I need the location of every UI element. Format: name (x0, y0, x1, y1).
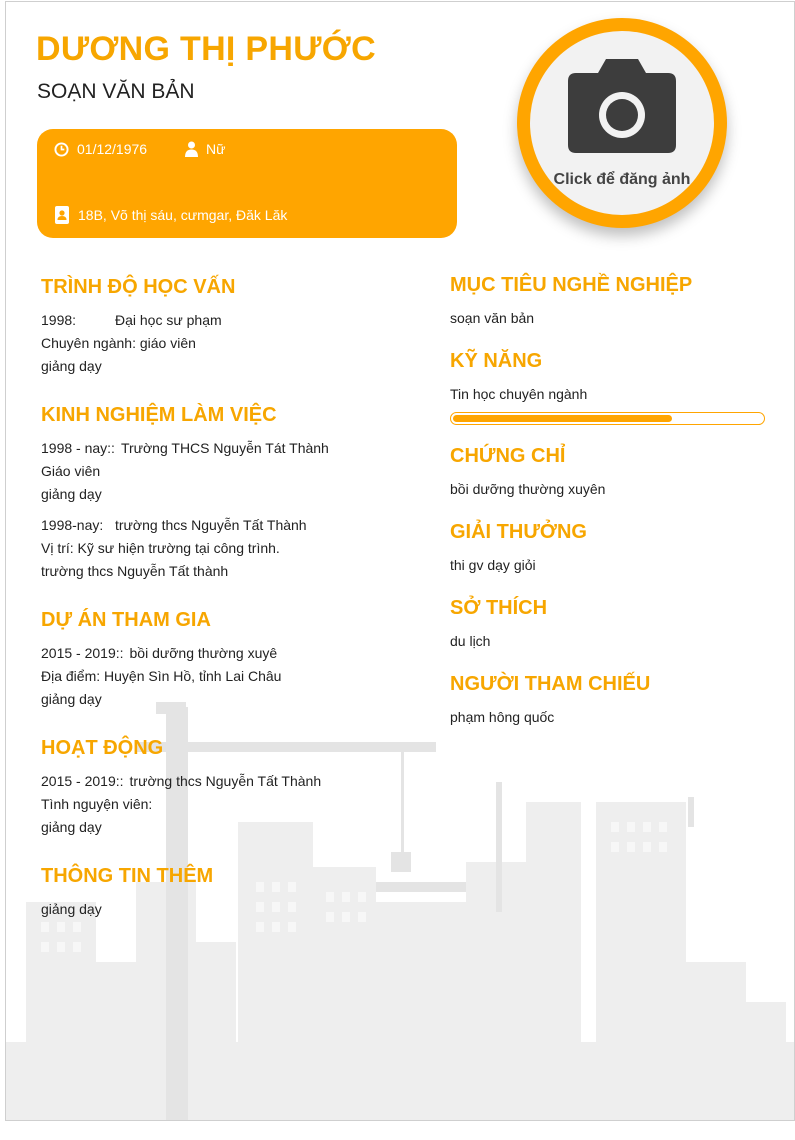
certificates-title: CHỨNG CHỈ (450, 445, 566, 467)
hobbies-text: du lịch (450, 633, 491, 649)
address-book-icon (54, 206, 70, 224)
address-value: 18B, Võ thị sáu, cưmgar, Đăk Lăk (78, 207, 288, 223)
left-column (41, 276, 421, 947)
experience-company: trường thcs Nguyễn Tất Thành (115, 517, 307, 533)
photo-upload-label: Click để đăng ảnh (553, 171, 691, 188)
skills-title: KỸ NĂNG (450, 350, 543, 372)
cv-page (5, 1, 795, 1121)
education-entry (41, 309, 421, 378)
project-entry (41, 642, 421, 711)
activities-section (41, 737, 421, 839)
additional-info-section (41, 865, 421, 921)
additional-info-text: giảng dạy (41, 901, 102, 917)
references-section (450, 673, 770, 729)
user-icon (185, 141, 198, 157)
references-title: NGƯỜI THAM CHIẾU (450, 673, 651, 695)
education-section (41, 276, 421, 378)
objective-text: soạn văn bản (450, 310, 535, 326)
additional-info-title: THÔNG TIN THÊM (41, 865, 214, 887)
activity-role: Tình nguyện viên: (41, 796, 153, 812)
hobbies-title: SỞ THÍCH (450, 597, 548, 619)
right-column (450, 274, 770, 749)
skill-level-fill (453, 415, 672, 422)
experience-title: KINH NGHIỆM LÀM VIỆC (41, 404, 277, 426)
activity-period: 2015 - 2019:: (41, 773, 124, 789)
education-description: giảng dạy (41, 358, 102, 374)
birthday-field (54, 141, 147, 157)
certificates-text: bồi dưỡng thường xuyên (450, 481, 606, 497)
experience-period: 1998 - nay:: (41, 440, 115, 456)
education-major: Chuyên ngành: giáo viên (41, 335, 196, 351)
experience-position: Giáo viên (41, 463, 101, 479)
candidate-name: DƯƠNG THỊ PHƯỚC (36, 30, 376, 68)
camera-icon (566, 57, 678, 155)
job-title: SOẠN VĂN BẢN (37, 80, 195, 103)
projects-section (41, 609, 421, 711)
activity-description: giảng dạy (41, 819, 102, 835)
skill-name: Tin học chuyên ngành (450, 386, 588, 402)
photo-upload-button[interactable] (530, 31, 714, 215)
contact-info-box (37, 129, 457, 238)
project-name: bồi dưỡng thường xuyê (129, 645, 278, 661)
photo-frame (517, 18, 727, 228)
certificates-section (450, 445, 770, 501)
gender-field (185, 141, 225, 157)
gender-value: Nữ (206, 141, 226, 157)
hobbies-section (450, 597, 770, 653)
birthday-value: 01/12/1976 (77, 141, 148, 157)
experience-entry (41, 437, 421, 506)
activity-entry (41, 770, 421, 839)
skill-level-bar (450, 412, 765, 425)
activity-org: trường thcs Nguyễn Tất Thành (129, 773, 322, 789)
project-period: 2015 - 2019:: (41, 645, 124, 661)
clock-icon (54, 142, 69, 157)
experience-section (41, 404, 421, 583)
awards-text: thi gv dạy giỏi (450, 557, 536, 573)
experience-position: Vị trí: Kỹ sư hiện trường tại công trình. (41, 540, 280, 556)
skills-section (450, 350, 770, 425)
project-description: giảng dạy (41, 691, 102, 707)
objective-section (450, 274, 770, 330)
activities-title: HOẠT ĐỘNG (41, 737, 164, 759)
awards-title: GIẢI THƯỞNG (450, 521, 587, 543)
education-title: TRÌNH ĐỘ HỌC VẤN (41, 276, 236, 298)
education-school: Đại học sư phạm (115, 312, 222, 328)
address-field (54, 206, 287, 224)
experience-period: 1998-nay: (41, 517, 104, 533)
experience-description: trường thcs Nguyễn Tất thành (41, 563, 229, 579)
education-year: 1998: (41, 312, 77, 328)
references-text: phạm hông quốc (450, 709, 555, 725)
projects-title: DỰ ÁN THAM GIA (41, 609, 211, 631)
project-location: Địa điểm: Huyện Sìn Hồ, tỉnh Lai Châu (41, 668, 282, 684)
experience-company: Trường THCS Nguyễn Tát Thành (120, 440, 329, 456)
awards-section (450, 521, 770, 577)
objective-title: MỤC TIÊU NGHỀ NGHIỆP (450, 274, 693, 296)
experience-entry (41, 514, 421, 583)
experience-description: giảng dạy (41, 486, 102, 502)
